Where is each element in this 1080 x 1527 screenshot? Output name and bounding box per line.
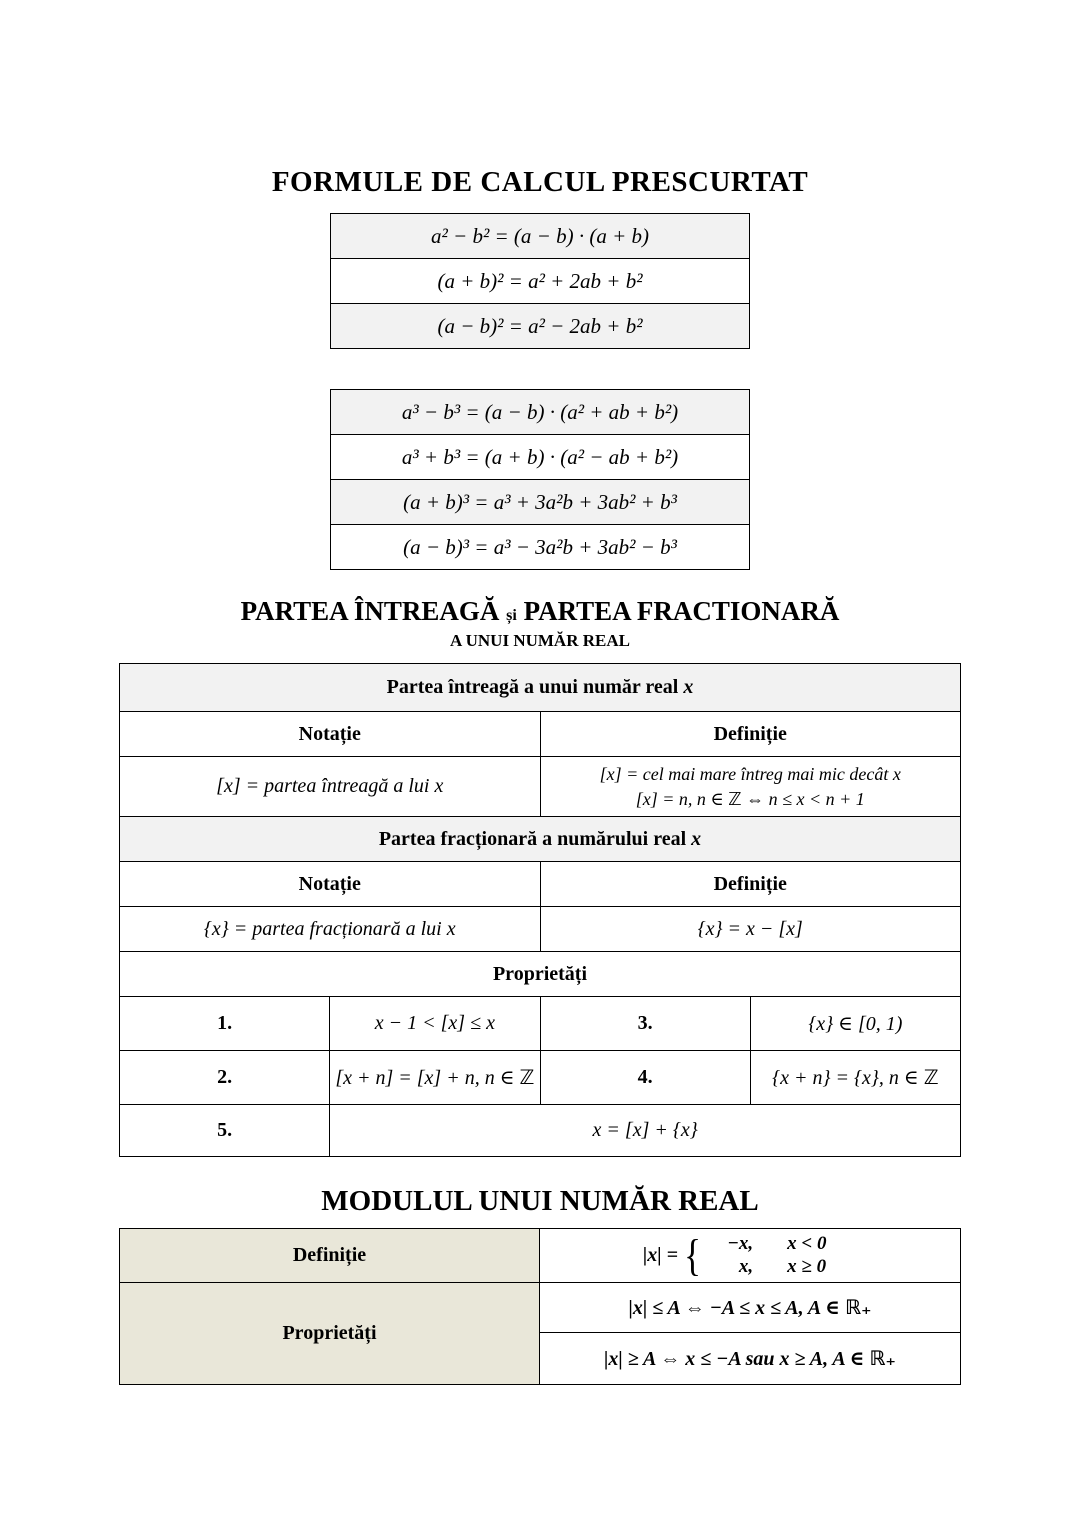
section-subtitle: A UNUI NUMĂR REAL — [450, 631, 630, 650]
formula-cell: (a + b)³ = a³ + 3a²b + 3ab² + b³ — [331, 480, 750, 525]
property-formula: x − 1 < [x] ≤ x — [330, 997, 540, 1051]
header-cell-fractional-part — [120, 817, 961, 862]
notation-header-cell: Notație — [120, 862, 541, 907]
section-title-part2: PARTEA FRACTIONARĂ — [523, 596, 840, 626]
formula-cell: a³ − b³ = (a − b) · (a² + ab + b²) — [331, 390, 750, 435]
property-number: 3. — [540, 997, 750, 1051]
fractional-notation-cell: {x} = partea fracționară a lui x — [120, 907, 541, 952]
formula-cell: a² − b² = (a − b) · (a + b) — [331, 214, 750, 259]
table-row — [331, 259, 750, 304]
piecewise-case — [707, 1256, 857, 1279]
definition-label-cell: Definiție — [120, 1229, 540, 1283]
modulus-table — [119, 1228, 961, 1385]
formula-cell: a³ + b³ = (a + b) · (a² − ab + b²) — [331, 435, 750, 480]
brace-glyph: { — [684, 1230, 702, 1280]
cubes-formulas-table — [330, 389, 750, 570]
piecewise-lhs: |x| = — [642, 1244, 679, 1266]
properties-label-cell: Proprietăți — [120, 1283, 540, 1385]
section-title-parts — [0, 596, 1080, 631]
header-text: Partea fracționară a numărului real — [378, 827, 687, 850]
table-row — [120, 1229, 961, 1283]
property-formula: x = [x] + {x} — [330, 1105, 961, 1157]
integer-notation-cell: [x] = partea întreagă a lui x — [120, 757, 541, 817]
piecewise-cases — [707, 1233, 857, 1279]
table-row — [120, 817, 961, 862]
integer-definition-line2: [x] = n, n ∈ ℤ ⇔ n ≤ x < n + 1 — [635, 788, 865, 809]
table-row — [331, 525, 750, 570]
case-condition: x ≥ 0 — [787, 1255, 827, 1277]
piecewise-case — [707, 1233, 857, 1256]
property-number: 5. — [120, 1105, 330, 1157]
table-row — [120, 712, 961, 757]
property-number: 2. — [120, 1051, 330, 1105]
notation-header-cell: Notație — [120, 712, 541, 757]
section-title-part1: PARTEA ÎNTREAGĂ — [240, 596, 500, 626]
table-row — [331, 214, 750, 259]
table-row — [331, 480, 750, 525]
formula-cell: (a + b)² = a² + 2ab + b² — [331, 259, 750, 304]
integer-definition-cell — [540, 757, 961, 817]
table-row — [120, 1051, 961, 1105]
header-variable: x — [683, 676, 694, 698]
modulus-section-title: MODULUL UNUI NUMĂR REAL — [321, 1185, 759, 1217]
modulus-property-formula: |x| ≥ A ⇔ x ≤ −A sau x ≥ A, A ∈ ℝ₊ — [540, 1333, 961, 1385]
table-row — [120, 862, 961, 907]
case-condition: x < 0 — [787, 1232, 827, 1254]
formula-cell: (a − b)³ = a³ − 3a²b + 3ab² − b³ — [331, 525, 750, 570]
property-formula: {x} ∈ [0, 1) — [750, 997, 960, 1051]
table-row — [120, 757, 961, 817]
squares-formulas-table — [330, 213, 750, 349]
property-number: 4. — [540, 1051, 750, 1105]
table-row — [120, 997, 961, 1051]
page-title: FORMULE DE CALCUL PRESCURTAT — [271, 166, 809, 198]
definition-header-cell: Definiție — [540, 712, 961, 757]
table-row — [120, 907, 961, 952]
property-formula: [x + n] = [x] + n, n ∈ ℤ — [330, 1051, 540, 1105]
property-number: 1. — [120, 997, 330, 1051]
integer-definition-line1: [x] = cel mai mare întreg mai mic decât x — [599, 764, 901, 785]
piecewise-definition — [540, 1230, 960, 1280]
piecewise-definition-cell — [540, 1229, 961, 1283]
fractional-definition-cell: {x} = x − [x] — [540, 907, 961, 952]
modulus-property-formula: |x| ≤ A ⇔ −A ≤ x ≤ A, A ∈ ℝ₊ — [540, 1283, 961, 1333]
table-row — [120, 1283, 961, 1333]
definition-header-cell: Definiție — [540, 862, 961, 907]
case-expression: −x, — [727, 1232, 754, 1254]
header-variable: x — [691, 827, 702, 850]
table-row — [331, 304, 750, 349]
integer-fractional-parts-table — [119, 663, 961, 1157]
table-row — [331, 435, 750, 480]
header-cell-integer-part — [120, 664, 961, 712]
table-row — [120, 664, 961, 712]
case-expression: x, — [738, 1255, 754, 1277]
formula-cell: (a − b)² = a² − 2ab + b² — [331, 304, 750, 349]
properties-header-cell: Proprietăți — [120, 952, 961, 997]
table-row — [120, 952, 961, 997]
section-title-connector: și — [506, 607, 517, 624]
table-row — [120, 1105, 961, 1157]
table-row — [331, 390, 750, 435]
header-text: Partea întreagă a unui număr real — [386, 676, 679, 698]
property-formula: {x + n} = {x}, n ∈ ℤ — [750, 1051, 960, 1105]
